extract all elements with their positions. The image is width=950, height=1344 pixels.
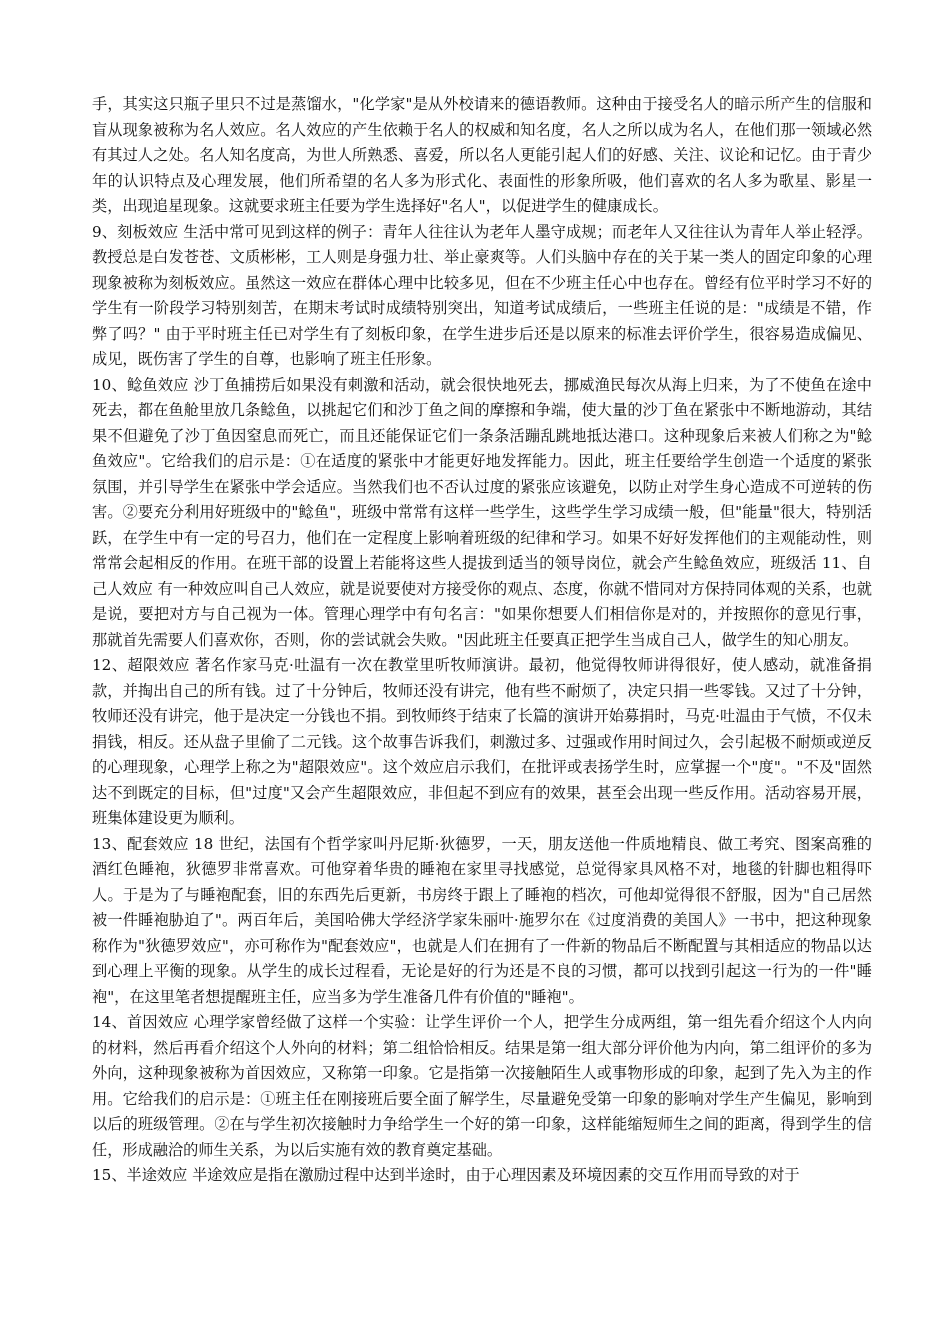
document-page [92, 92, 872, 1189]
paragraph-overlimit-effect: 12、超限效应 著名作家马克·吐温有一次在教堂里听牧师演讲。最初，他觉得牧师讲得很好，使人感动，就准备捐款，并掏出自己的所有钱。过了十分钟后，牧师还没有讲完，他有些不耐烦了，决定只捐一些零钱。又过了十分钟，牧师还没有讲完，他于是决定一分钱也不捐。到牧师终于结束了长篇的演讲开始募捐时，马克·吐温由于气愤，不仅未捐钱，相反。还从盘子里偷了二元钱。这个故事告诉我们，刺激过多、过强或作用时间过久，会引起极不耐烦或逆反的心理现象，心理学上称之为"超限效应"。这个效应启示我们，在批评或表扬学生时，应掌握一个"度"。"不及"固然达不到既定的目标，但"过度"又会产生超限效应，非但起不到应有的效果，甚至会出现一些反作用。活动容易开展，班集体建设更为顺利。 [92, 656, 872, 827]
paragraph-primacy-effect: 14、首因效应 心理学家曾经做了这样一个实验：让学生评价一个人，把学生分成两组，第一组先看介绍这个人内向的材料，然后再看介绍这个人外向的材料；第二组恰恰相反。结果是第一组大部分评价他为内向，第二组评价的多为外向，这种现象被称为首因效应，又称第一印象。它是指第一次接触陌生人或事物形成的印象，起到了先入为主的作用。它给我们的启示是：①班主任在刚接班后要全面了解学生，尽量避免受第一印象的影响对学生产生偏见，影响到以后的班级管理。②在与学生初次接触时力争给学生一个好的第一印象，这样能缩短师生之间的距离，得到学生的信任，形成融洽的师生关系，为以后实施有效的教育奠定基础。 [92, 1013, 872, 1159]
paragraph-halfway-effect: 15、半途效应 半途效应是指在激励过程中达到半途时，由于心理因素及环境因素的交互作用而导致的对于 [92, 1166, 800, 1184]
paragraph-matching-effect: 13、配套效应 18 世纪，法国有个哲学家叫丹尼斯·狄德罗，一天，朋友送他一件质地精良、做工考究、图案高雅的酒红色睡袍，狄德罗非常喜欢。可他穿着华贵的睡袍在家里寻找感觉，总觉得家具风格不对，地毯的针脚也粗得吓人。于是为了与睡袍配套，旧的东西先后更新，书房终于跟上了睡袍的档次，可他却觉得很不舒服，因为"自己居然被一件睡袍胁迫了"。两百年后，美国哈佛大学经济学家朱丽叶·施罗尔在《过度消费的美国人》一书中，把这种现象称作为"狄德罗效应"，亦可称作为"配套效应"，也就是人们在拥有了一件新的物品后不断配置与其相适应的物品以达到心理上平衡的现象。从学生的成长过程看，无论是好的行为还是不良的习惯，都可以找到引起这一行为的一件"睡袍"，在这里笔者想提醒班主任，应当多为学生准备几件有价值的"睡袍"。 [92, 834, 872, 1006]
paragraph-catfish-effect: 10、鲶鱼效应 沙丁鱼捕捞后如果没有刺激和活动，就会很快地死去，挪威渔民每次从海上归来，为了不使鱼在途中死去，都在鱼舱里放几条鲶鱼，以挑起它们和沙丁鱼之间的摩擦和争端，使大量的沙丁鱼在紧张中不断地游动，其结果不但避免了沙丁鱼因窒息而死亡，而且还能保证它们一条条活蹦乱跳地抵达港口。这种现象后来被人们称之为"鲶鱼效应"。它给我们的启示是：①在适度的紧张中才能更好地发挥能力。因此，班主任要给学生创造一个适度的紧张氛围，并引导学生在紧张中学会适应。当然我们也不否认过度的紧张应该避免，以防止对学生身心造成不可逆转的伤害。②要充分利用好班级中的"鲶鱼"，班级中常常有这样一些学生，这些学生学习成绩一般，但"能量"很大，特别活跃，在学生中有一定的号召力，他们在一定程度上影响着班级的纪律和学习。如果不好好发挥他们的主观能动性，则常常会起相反的作用。在班干部的设置上若能将这些人提拔到适当的领导岗位，就会产生鲶鱼效应，班级活 11、自己人效应 有一种效应叫自己人效应，就是说要使对方接受你的观点、态度，你就不惜同对方保持同体观的关系，也就是说，要把对方与自己视为一体。管理心理学中有句名言："如果你想要人们相信你是对的，并按照你的意见行事，那就首先需要人们喜欢你，否则，你的尝试就会失败。"因此班主任要真正把学生当成自己人，做学生的知心朋友。 [92, 375, 872, 649]
paragraph-celebrity-effect: 手，其实这只瓶子里只不过是蒸馏水，"化学家"是从外校请来的德语教师。这种由于接受名人的暗示所产生的信服和盲从现象被称为名人效应。名人效应的产生依赖于名人的权威和知名度，名人之所以成为名人，在他们那一领域必然有其过人之处。名人知名度高，为世人所熟悉、喜爱，所以名人更能引起人们的好感、关注、议论和记忆。由于青少年的认识特点及心理发展，他们所希望的名人多为形式化、表面性的形象所吸，他们喜欢的名人多为歌星、影星一类，出现追星现象。这就要求班主任要为学生选择好"名人"，以促进学生的健康成长。 [92, 95, 872, 215]
paragraph-stereotype-effect: 9、刻板效应 生活中常可见到这样的例子：青年人往往认为老年人墨守成规；而老年人又往往认为青年人举止轻浮。教授总是白发苍苍、文质彬彬，工人则是身强力壮、举止豪爽等。人们头脑中存在的关于某一类人的固定印象的心理现象被称为刻板效应。虽然这一效应在群体心理中比较多见，但在不少班主任心中也存在。曾经有位平时学习不好的学生有一阶段学习特别刻苦，在期末考试时成绩特别突出，知道考试成绩后，一些班主任说的是："成绩是不错，作弊了吗？" 由于平时班主任已对学生有了刻板印象，在学生进步后还是以原来的标准去评价学生，很容易造成偏见、成见，既伤害了学生的自尊，也影响了班主任形象。 [92, 222, 872, 368]
